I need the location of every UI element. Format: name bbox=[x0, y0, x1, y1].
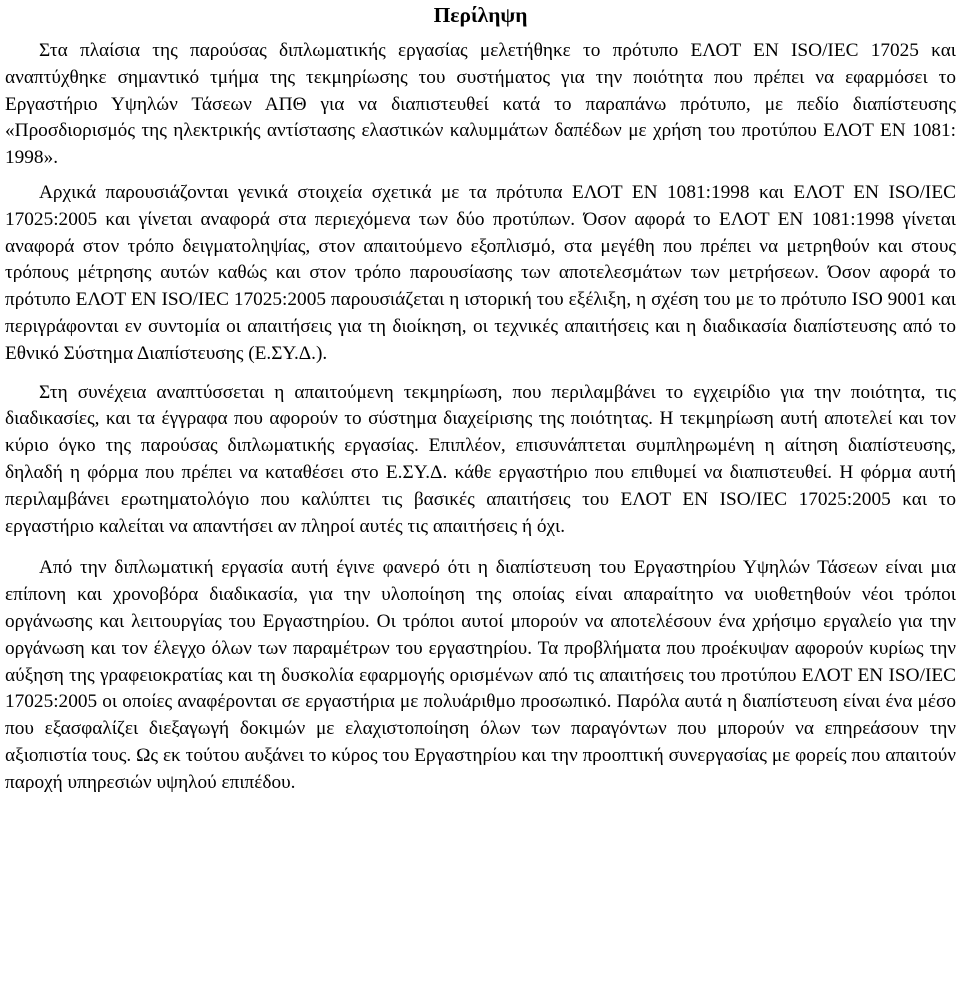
paragraph-1: Στα πλαίσια της παρούσας διπλωματικής εργασίας μελετήθηκε το πρότυπο ΕΛΟΤ ΕΝ ISO/IEC 17025 και αναπτύχθηκε σημαντικό τμήμα της τεκμηρίωσης του συστήματος για την ποιότητα που πρέπει να εφαρμόσει το Εργαστήριο Υψηλών Τάσεων ΑΠΘ για να διαπιστευθεί κατά το παραπάνω πρότυπο, με πεδίο διαπίστευσης «Προσδιορισμός της ηλεκτρικής αντίστασης ελαστικών καλυμμάτων δαπέδων με χρήση του προτύπου ΕΛΟΤ ΕΝ 1081: 1998». bbox=[5, 40, 956, 169]
paragraph-3: Στη συνέχεια αναπτύσσεται η απαιτούμενη τεκμηρίωση, που περιλαμβάνει το εγχειρίδιο για την ποιότητα, τις διαδικασίες, και τα έγγραφα που αφορούν το σύστημα διαχείρισης της ποιότητας. Η τεκμηρίωση αυτή αποτελεί και τον κύριο όγκο της παρούσας διπλωματικής εργασίας. Επιπλέον, επισυνάπτεται συμπληρωμένη η αίτηση διαπίστευσης, δηλαδή η φόρμα που πρέπει να καταθέσει στο Ε.ΣΥ.Δ. κάθε εργαστήριο που επιθυμεί να διαπιστευθεί. Η φόρμα αυτή περιλαμβάνει ερωτηματολόγιο που καλύπτει τις βασικές απαιτήσεις του ΕΛΟΤ ΕΝ ISO/IEC 17025:2005 και το εργαστήριο καλείται να απαντήσει αν πληροί αυτές τις απαιτήσεις ή όχι. bbox=[5, 381, 956, 537]
page-title: Περίληψη bbox=[433, 3, 528, 27]
paragraph-4: Από την διπλωματική εργασία αυτή έγινε φανερό ότι η διαπίστευση του Εργαστηρίου Υψηλών Τάσεων είναι μια επίπονη και χρονοβόρα διαδικασία, για την υλοποίηση της οποίας είναι απαραίτητο να υιοθετηθούν νέοι τρόποι οργάνωσης και λειτουργίας του Εργαστηρίου. Οι τρόποι αυτοί μπορούν να αποτελέσουν ένα χρήσιμο εργαλείο για την οργάνωση και τον έλεγχο όλων των παραμέτρων του εργαστηρίου. Τα προβλήματα που προέκυψαν αφορούν κυρίως την αύξηση της γραφειοκρατίας και τη δυσκολία εφαρμογής ορισμένων από τις απαιτήσεις του προτύπου ΕΛΟΤ ΕΝ ISO/IEC 17025:2005 οι οποίες αναφέρονται σε εργαστήρια με πολυάριθμο προσωπικό. Παρόλα αυτά η διαπίστευση είναι ένα μέσο που εξασφαλίζει διεξαγωγή δοκιμών με ελαχιστοποίηση όλων των παραγόντων που μπορούν να επηρεάσουν την αξιοπιστία τους. Ως εκ τούτου αυξάνει το κύρος του Εργαστηρίου και την προοπτική συνεργασίας με φορείς που απαιτούν παροχή υπηρεσιών υψηλού επιπέδου. bbox=[5, 557, 956, 793]
paragraph-2: Αρχικά παρουσιάζονται γενικά στοιχεία σχετικά με τα πρότυπα ΕΛΟΤ ΕΝ 1081:1998 και ΕΛΟΤ ΕΝ ISO/IEC 17025:2005 και γίνεται αναφορά στα περιεχόμενα των δύο προτύπων. Όσον αφορά το ΕΛΟΤ ΕΝ 1081:1998 γίνεται αναφορά στον τρόπο δειγματοληψίας, στον απαιτούμενο εξοπλισμό, στα μεγέθη που πρέπει να μετρηθούν και στους τρόπους μέτρησης αυτών καθώς και στον τρόπο παρουσίασης των αποτελεσμάτων των μετρήσεων. Όσον αφορά το πρότυπο ΕΛΟΤ ΕΝ ISO/IEC 17025:2005 παρουσιάζεται η ιστορική του εξέλιξη, η σχέση του με το πρότυπο ISO 9001 και περιγράφονται εν συντομία οι απαιτήσεις για τη διοίκηση, οι τεχνικές απαιτήσεις και η διαδικασία διαπίστευσης από το Εθνικό Σύστημα Διαπίστευσης (Ε.ΣΥ.Δ.). bbox=[5, 181, 956, 364]
abstract-body bbox=[5, 38, 956, 797]
